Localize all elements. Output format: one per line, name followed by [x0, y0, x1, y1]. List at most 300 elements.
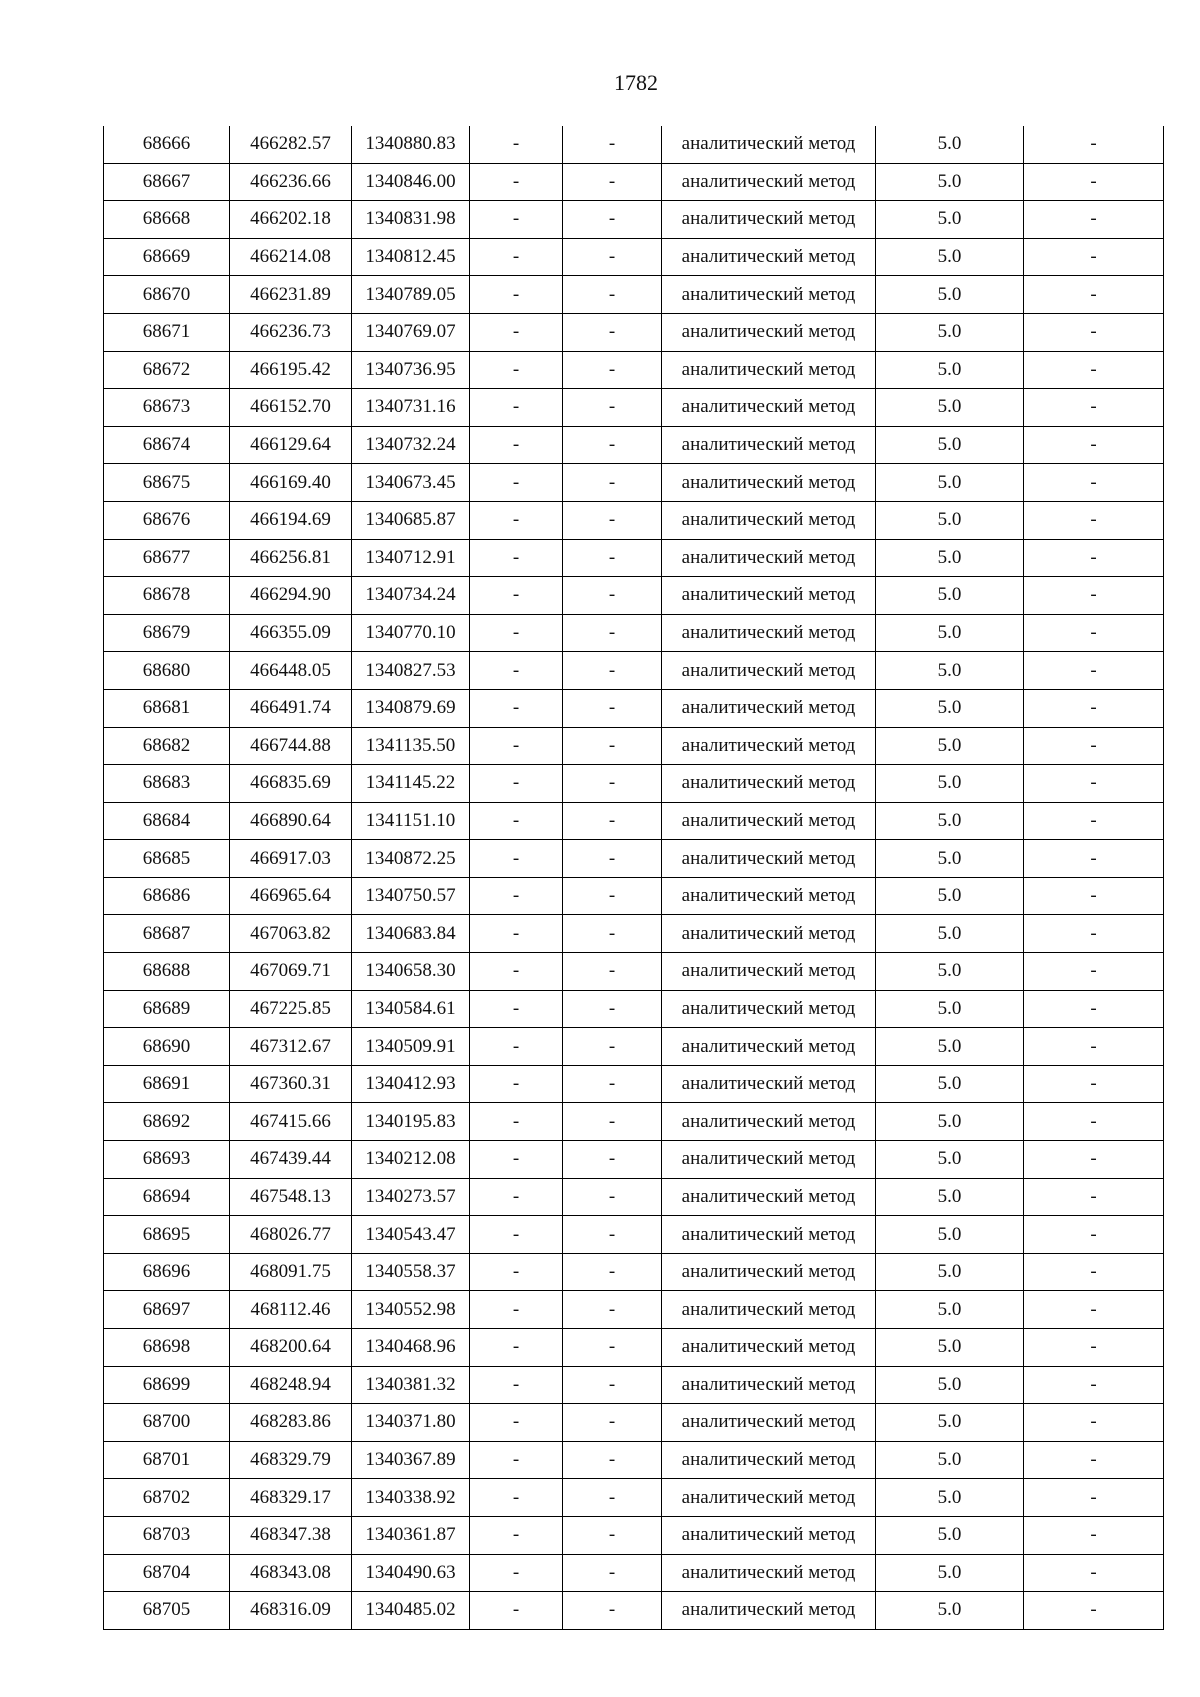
- cell-y-coordinate: 1340872.25: [352, 840, 470, 878]
- cell-method: аналитический метод: [662, 163, 876, 201]
- cell-accuracy: 5.0: [876, 802, 1024, 840]
- cell-col-4: -: [470, 1366, 563, 1404]
- cell-col-5: -: [563, 1329, 662, 1367]
- cell-method: аналитический метод: [662, 1366, 876, 1404]
- table-row: [104, 1216, 1164, 1254]
- cell-col-8: -: [1024, 1253, 1164, 1291]
- table-body: [104, 126, 1164, 1629]
- cell-point-number: 68678: [104, 577, 230, 615]
- table-row: [104, 313, 1164, 351]
- cell-method: аналитический метод: [662, 840, 876, 878]
- cell-point-number: 68671: [104, 313, 230, 351]
- table-row: [104, 126, 1164, 163]
- cell-col-5: -: [563, 1178, 662, 1216]
- cell-col-8: -: [1024, 1103, 1164, 1141]
- cell-y-coordinate: 1340212.08: [352, 1141, 470, 1179]
- table-row: [104, 1366, 1164, 1404]
- cell-col-8: -: [1024, 652, 1164, 690]
- cell-col-5: -: [563, 1554, 662, 1592]
- cell-method: аналитический метод: [662, 1216, 876, 1254]
- cell-accuracy: 5.0: [876, 1028, 1024, 1066]
- page-number: 1782: [614, 70, 658, 95]
- cell-col-5: -: [563, 1103, 662, 1141]
- cell-col-8: -: [1024, 539, 1164, 577]
- cell-col-5: -: [563, 1366, 662, 1404]
- cell-x-coordinate: 466231.89: [230, 276, 352, 314]
- cell-accuracy: 5.0: [876, 1479, 1024, 1517]
- cell-point-number: 68704: [104, 1554, 230, 1592]
- cell-method: аналитический метод: [662, 1554, 876, 1592]
- table-row: [104, 1028, 1164, 1066]
- cell-x-coordinate: 466214.08: [230, 238, 352, 276]
- cell-accuracy: 5.0: [876, 1554, 1024, 1592]
- cell-point-number: 68690: [104, 1028, 230, 1066]
- cell-x-coordinate: 466169.40: [230, 464, 352, 502]
- cell-col-4: -: [470, 501, 563, 539]
- cell-y-coordinate: 1340685.87: [352, 501, 470, 539]
- cell-col-4: -: [470, 539, 563, 577]
- cell-col-5: -: [563, 990, 662, 1028]
- cell-y-coordinate: 1340712.91: [352, 539, 470, 577]
- cell-y-coordinate: 1340812.45: [352, 238, 470, 276]
- cell-x-coordinate: 467225.85: [230, 990, 352, 1028]
- cell-x-coordinate: 468200.64: [230, 1329, 352, 1367]
- cell-col-8: -: [1024, 990, 1164, 1028]
- cell-col-5: -: [563, 238, 662, 276]
- cell-col-5: -: [563, 389, 662, 427]
- cell-col-4: -: [470, 1441, 563, 1479]
- cell-point-number: 68685: [104, 840, 230, 878]
- cell-point-number: 68672: [104, 351, 230, 389]
- cell-col-4: -: [470, 840, 563, 878]
- cell-point-number: 68688: [104, 953, 230, 991]
- cell-method: аналитический метод: [662, 990, 876, 1028]
- cell-accuracy: 5.0: [876, 953, 1024, 991]
- cell-method: аналитический метод: [662, 313, 876, 351]
- cell-x-coordinate: 466236.66: [230, 163, 352, 201]
- cell-accuracy: 5.0: [876, 1216, 1024, 1254]
- cell-accuracy: 5.0: [876, 877, 1024, 915]
- cell-col-8: -: [1024, 1178, 1164, 1216]
- cell-accuracy: 5.0: [876, 501, 1024, 539]
- cell-y-coordinate: 1340367.89: [352, 1441, 470, 1479]
- cell-col-8: -: [1024, 953, 1164, 991]
- cell-method: аналитический метод: [662, 953, 876, 991]
- cell-x-coordinate: 466129.64: [230, 426, 352, 464]
- cell-x-coordinate: 466202.18: [230, 201, 352, 239]
- table-row: [104, 539, 1164, 577]
- table-row: [104, 464, 1164, 502]
- cell-point-number: 68681: [104, 689, 230, 727]
- cell-col-4: -: [470, 577, 563, 615]
- cell-col-8: -: [1024, 840, 1164, 878]
- cell-accuracy: 5.0: [876, 1516, 1024, 1554]
- cell-col-5: -: [563, 1592, 662, 1630]
- cell-accuracy: 5.0: [876, 163, 1024, 201]
- cell-point-number: 68666: [104, 126, 230, 163]
- cell-x-coordinate: 466195.42: [230, 351, 352, 389]
- cell-col-8: -: [1024, 765, 1164, 803]
- cell-point-number: 68684: [104, 802, 230, 840]
- cell-col-4: -: [470, 915, 563, 953]
- cell-col-4: -: [470, 1103, 563, 1141]
- cell-y-coordinate: 1340485.02: [352, 1592, 470, 1630]
- cell-col-8: -: [1024, 1065, 1164, 1103]
- cell-col-8: -: [1024, 577, 1164, 615]
- cell-col-4: -: [470, 1554, 563, 1592]
- table-row: [104, 201, 1164, 239]
- cell-col-5: -: [563, 276, 662, 314]
- table-row: [104, 1253, 1164, 1291]
- table-row: [104, 1141, 1164, 1179]
- cell-y-coordinate: 1340827.53: [352, 652, 470, 690]
- cell-y-coordinate: 1340731.16: [352, 389, 470, 427]
- cell-x-coordinate: 468026.77: [230, 1216, 352, 1254]
- cell-x-coordinate: 466917.03: [230, 840, 352, 878]
- cell-y-coordinate: 1340338.92: [352, 1479, 470, 1517]
- cell-col-8: -: [1024, 1291, 1164, 1329]
- cell-x-coordinate: 466256.81: [230, 539, 352, 577]
- cell-y-coordinate: 1340831.98: [352, 201, 470, 239]
- cell-x-coordinate: 467360.31: [230, 1065, 352, 1103]
- table-row: [104, 877, 1164, 915]
- cell-method: аналитический метод: [662, 802, 876, 840]
- cell-method: аналитический метод: [662, 1592, 876, 1630]
- cell-x-coordinate: 466835.69: [230, 765, 352, 803]
- cell-col-4: -: [470, 351, 563, 389]
- cell-col-5: -: [563, 1216, 662, 1254]
- cell-method: аналитический метод: [662, 238, 876, 276]
- cell-point-number: 68677: [104, 539, 230, 577]
- cell-col-4: -: [470, 464, 563, 502]
- cell-point-number: 68694: [104, 1178, 230, 1216]
- cell-x-coordinate: 467548.13: [230, 1178, 352, 1216]
- cell-col-8: -: [1024, 1592, 1164, 1630]
- cell-col-8: -: [1024, 126, 1164, 163]
- cell-y-coordinate: 1340273.57: [352, 1178, 470, 1216]
- table-row: [104, 351, 1164, 389]
- cell-col-4: -: [470, 877, 563, 915]
- cell-x-coordinate: 466448.05: [230, 652, 352, 690]
- cell-point-number: 68682: [104, 727, 230, 765]
- cell-method: аналитический метод: [662, 126, 876, 163]
- cell-y-coordinate: 1340552.98: [352, 1291, 470, 1329]
- cell-col-5: -: [563, 802, 662, 840]
- cell-y-coordinate: 1340658.30: [352, 953, 470, 991]
- cell-col-5: -: [563, 1441, 662, 1479]
- table-row: [104, 727, 1164, 765]
- cell-x-coordinate: 468329.17: [230, 1479, 352, 1517]
- cell-col-4: -: [470, 1178, 563, 1216]
- cell-point-number: 68673: [104, 389, 230, 427]
- cell-col-8: -: [1024, 426, 1164, 464]
- cell-method: аналитический метод: [662, 577, 876, 615]
- cell-y-coordinate: 1340361.87: [352, 1516, 470, 1554]
- cell-point-number: 68700: [104, 1404, 230, 1442]
- cell-y-coordinate: 1340381.32: [352, 1366, 470, 1404]
- cell-point-number: 68680: [104, 652, 230, 690]
- cell-method: аналитический метод: [662, 1141, 876, 1179]
- cell-y-coordinate: 1340789.05: [352, 276, 470, 314]
- cell-accuracy: 5.0: [876, 238, 1024, 276]
- cell-col-4: -: [470, 1065, 563, 1103]
- cell-col-5: -: [563, 1291, 662, 1329]
- cell-point-number: 68703: [104, 1516, 230, 1554]
- cell-method: аналитический метод: [662, 689, 876, 727]
- cell-method: аналитический метод: [662, 1065, 876, 1103]
- cell-x-coordinate: 466294.90: [230, 577, 352, 615]
- cell-x-coordinate: 468248.94: [230, 1366, 352, 1404]
- cell-col-5: -: [563, 1516, 662, 1554]
- cell-method: аналитический метод: [662, 389, 876, 427]
- cell-col-4: -: [470, 1141, 563, 1179]
- cell-x-coordinate: 466491.74: [230, 689, 352, 727]
- cell-y-coordinate: 1340490.63: [352, 1554, 470, 1592]
- cell-y-coordinate: 1340769.07: [352, 313, 470, 351]
- cell-x-coordinate: 467415.66: [230, 1103, 352, 1141]
- cell-x-coordinate: 466194.69: [230, 501, 352, 539]
- cell-x-coordinate: 466282.57: [230, 126, 352, 163]
- cell-y-coordinate: 1340195.83: [352, 1103, 470, 1141]
- cell-col-5: -: [563, 351, 662, 389]
- cell-x-coordinate: 466355.09: [230, 614, 352, 652]
- table-row: [104, 163, 1164, 201]
- cell-method: аналитический метод: [662, 1441, 876, 1479]
- table-row: [104, 802, 1164, 840]
- cell-col-4: -: [470, 802, 563, 840]
- cell-point-number: 68668: [104, 201, 230, 239]
- cell-col-4: -: [470, 727, 563, 765]
- cell-point-number: 68693: [104, 1141, 230, 1179]
- cell-y-coordinate: 1340879.69: [352, 689, 470, 727]
- cell-point-number: 68686: [104, 877, 230, 915]
- cell-y-coordinate: 1341135.50: [352, 727, 470, 765]
- cell-col-8: -: [1024, 1366, 1164, 1404]
- cell-method: аналитический метод: [662, 1516, 876, 1554]
- cell-col-4: -: [470, 614, 563, 652]
- cell-method: аналитический метод: [662, 1103, 876, 1141]
- cell-y-coordinate: 1340558.37: [352, 1253, 470, 1291]
- cell-col-5: -: [563, 765, 662, 803]
- coordinates-table: [103, 126, 1164, 1630]
- cell-accuracy: 5.0: [876, 1065, 1024, 1103]
- cell-point-number: 68683: [104, 765, 230, 803]
- table-row: [104, 652, 1164, 690]
- cell-accuracy: 5.0: [876, 464, 1024, 502]
- cell-col-4: -: [470, 689, 563, 727]
- cell-col-8: -: [1024, 1554, 1164, 1592]
- table-row: [104, 1329, 1164, 1367]
- cell-col-5: -: [563, 539, 662, 577]
- cell-x-coordinate: 467063.82: [230, 915, 352, 953]
- cell-col-8: -: [1024, 1479, 1164, 1517]
- cell-y-coordinate: 1340734.24: [352, 577, 470, 615]
- cell-point-number: 68676: [104, 501, 230, 539]
- cell-method: аналитический метод: [662, 1479, 876, 1517]
- cell-accuracy: 5.0: [876, 1253, 1024, 1291]
- cell-col-8: -: [1024, 389, 1164, 427]
- table-row: [104, 765, 1164, 803]
- cell-accuracy: 5.0: [876, 1178, 1024, 1216]
- cell-accuracy: 5.0: [876, 276, 1024, 314]
- cell-accuracy: 5.0: [876, 727, 1024, 765]
- cell-y-coordinate: 1340509.91: [352, 1028, 470, 1066]
- cell-col-4: -: [470, 1329, 563, 1367]
- cell-col-5: -: [563, 877, 662, 915]
- cell-col-4: -: [470, 313, 563, 351]
- cell-y-coordinate: 1340736.95: [352, 351, 470, 389]
- table-row: [104, 1479, 1164, 1517]
- cell-col-8: -: [1024, 351, 1164, 389]
- cell-x-coordinate: 468316.09: [230, 1592, 352, 1630]
- cell-col-5: -: [563, 840, 662, 878]
- table-row: [104, 577, 1164, 615]
- cell-x-coordinate: 466965.64: [230, 877, 352, 915]
- cell-point-number: 68679: [104, 614, 230, 652]
- cell-accuracy: 5.0: [876, 1404, 1024, 1442]
- table-row: [104, 1516, 1164, 1554]
- cell-col-8: -: [1024, 501, 1164, 539]
- cell-method: аналитический метод: [662, 276, 876, 314]
- cell-col-4: -: [470, 1479, 563, 1517]
- cell-col-5: -: [563, 464, 662, 502]
- cell-col-8: -: [1024, 1404, 1164, 1442]
- cell-col-8: -: [1024, 614, 1164, 652]
- cell-y-coordinate: 1340732.24: [352, 426, 470, 464]
- cell-accuracy: 5.0: [876, 1366, 1024, 1404]
- cell-method: аналитический метод: [662, 915, 876, 953]
- cell-x-coordinate: 467312.67: [230, 1028, 352, 1066]
- cell-accuracy: 5.0: [876, 426, 1024, 464]
- cell-accuracy: 5.0: [876, 351, 1024, 389]
- cell-method: аналитический метод: [662, 727, 876, 765]
- cell-x-coordinate: 466152.70: [230, 389, 352, 427]
- cell-y-coordinate: 1340770.10: [352, 614, 470, 652]
- table-row: [104, 1103, 1164, 1141]
- cell-y-coordinate: 1340880.83: [352, 126, 470, 163]
- cell-x-coordinate: 468283.86: [230, 1404, 352, 1442]
- cell-col-4: -: [470, 1253, 563, 1291]
- cell-y-coordinate: 1340846.00: [352, 163, 470, 201]
- table-row: [104, 1291, 1164, 1329]
- cell-col-8: -: [1024, 877, 1164, 915]
- cell-col-4: -: [470, 1291, 563, 1329]
- cell-y-coordinate: 1340412.93: [352, 1065, 470, 1103]
- cell-col-4: -: [470, 1516, 563, 1554]
- cell-accuracy: 5.0: [876, 689, 1024, 727]
- cell-col-5: -: [563, 1065, 662, 1103]
- cell-x-coordinate: 468329.79: [230, 1441, 352, 1479]
- cell-col-4: -: [470, 953, 563, 991]
- table-row: [104, 1441, 1164, 1479]
- cell-col-8: -: [1024, 238, 1164, 276]
- cell-x-coordinate: 466890.64: [230, 802, 352, 840]
- cell-col-5: -: [563, 163, 662, 201]
- cell-point-number: 68675: [104, 464, 230, 502]
- cell-method: аналитический метод: [662, 877, 876, 915]
- table-row: [104, 276, 1164, 314]
- table-row: [104, 689, 1164, 727]
- cell-accuracy: 5.0: [876, 840, 1024, 878]
- cell-method: аналитический метод: [662, 426, 876, 464]
- cell-accuracy: 5.0: [876, 201, 1024, 239]
- cell-y-coordinate: 1340584.61: [352, 990, 470, 1028]
- cell-col-4: -: [470, 1404, 563, 1442]
- cell-y-coordinate: 1340468.96: [352, 1329, 470, 1367]
- cell-x-coordinate: 466236.73: [230, 313, 352, 351]
- cell-accuracy: 5.0: [876, 539, 1024, 577]
- cell-method: аналитический метод: [662, 1329, 876, 1367]
- cell-point-number: 68695: [104, 1216, 230, 1254]
- cell-col-5: -: [563, 201, 662, 239]
- cell-point-number: 68669: [104, 238, 230, 276]
- cell-y-coordinate: 1340750.57: [352, 877, 470, 915]
- cell-accuracy: 5.0: [876, 1141, 1024, 1179]
- cell-col-5: -: [563, 1141, 662, 1179]
- cell-col-4: -: [470, 426, 563, 464]
- cell-col-4: -: [470, 1592, 563, 1630]
- cell-point-number: 68691: [104, 1065, 230, 1103]
- cell-col-4: -: [470, 765, 563, 803]
- cell-col-4: -: [470, 389, 563, 427]
- cell-accuracy: 5.0: [876, 990, 1024, 1028]
- table-row: [104, 1554, 1164, 1592]
- cell-col-8: -: [1024, 1329, 1164, 1367]
- cell-method: аналитический метод: [662, 1291, 876, 1329]
- cell-y-coordinate: 1340371.80: [352, 1404, 470, 1442]
- cell-point-number: 68699: [104, 1366, 230, 1404]
- cell-method: аналитический метод: [662, 539, 876, 577]
- cell-col-4: -: [470, 652, 563, 690]
- cell-col-8: -: [1024, 276, 1164, 314]
- cell-col-5: -: [563, 652, 662, 690]
- cell-col-8: -: [1024, 163, 1164, 201]
- cell-col-8: -: [1024, 689, 1164, 727]
- cell-point-number: 68705: [104, 1592, 230, 1630]
- cell-col-5: -: [563, 313, 662, 351]
- table-row: [104, 1592, 1164, 1630]
- table-row: [104, 389, 1164, 427]
- cell-method: аналитический метод: [662, 464, 876, 502]
- cell-x-coordinate: 468112.46: [230, 1291, 352, 1329]
- cell-col-5: -: [563, 1253, 662, 1291]
- cell-col-8: -: [1024, 1028, 1164, 1066]
- cell-col-5: -: [563, 126, 662, 163]
- cell-col-8: -: [1024, 727, 1164, 765]
- table-row: [104, 614, 1164, 652]
- cell-point-number: 68696: [104, 1253, 230, 1291]
- cell-point-number: 68692: [104, 1103, 230, 1141]
- cell-col-4: -: [470, 990, 563, 1028]
- cell-method: аналитический метод: [662, 1178, 876, 1216]
- cell-col-4: -: [470, 238, 563, 276]
- table-row: [104, 840, 1164, 878]
- cell-accuracy: 5.0: [876, 313, 1024, 351]
- cell-x-coordinate: 467069.71: [230, 953, 352, 991]
- table-row: [104, 1065, 1164, 1103]
- cell-col-8: -: [1024, 201, 1164, 239]
- cell-accuracy: 5.0: [876, 1291, 1024, 1329]
- table-row: [104, 915, 1164, 953]
- cell-col-4: -: [470, 126, 563, 163]
- cell-point-number: 68689: [104, 990, 230, 1028]
- cell-col-5: -: [563, 614, 662, 652]
- cell-col-5: -: [563, 727, 662, 765]
- cell-accuracy: 5.0: [876, 126, 1024, 163]
- cell-col-4: -: [470, 1028, 563, 1066]
- cell-point-number: 68698: [104, 1329, 230, 1367]
- cell-col-5: -: [563, 577, 662, 615]
